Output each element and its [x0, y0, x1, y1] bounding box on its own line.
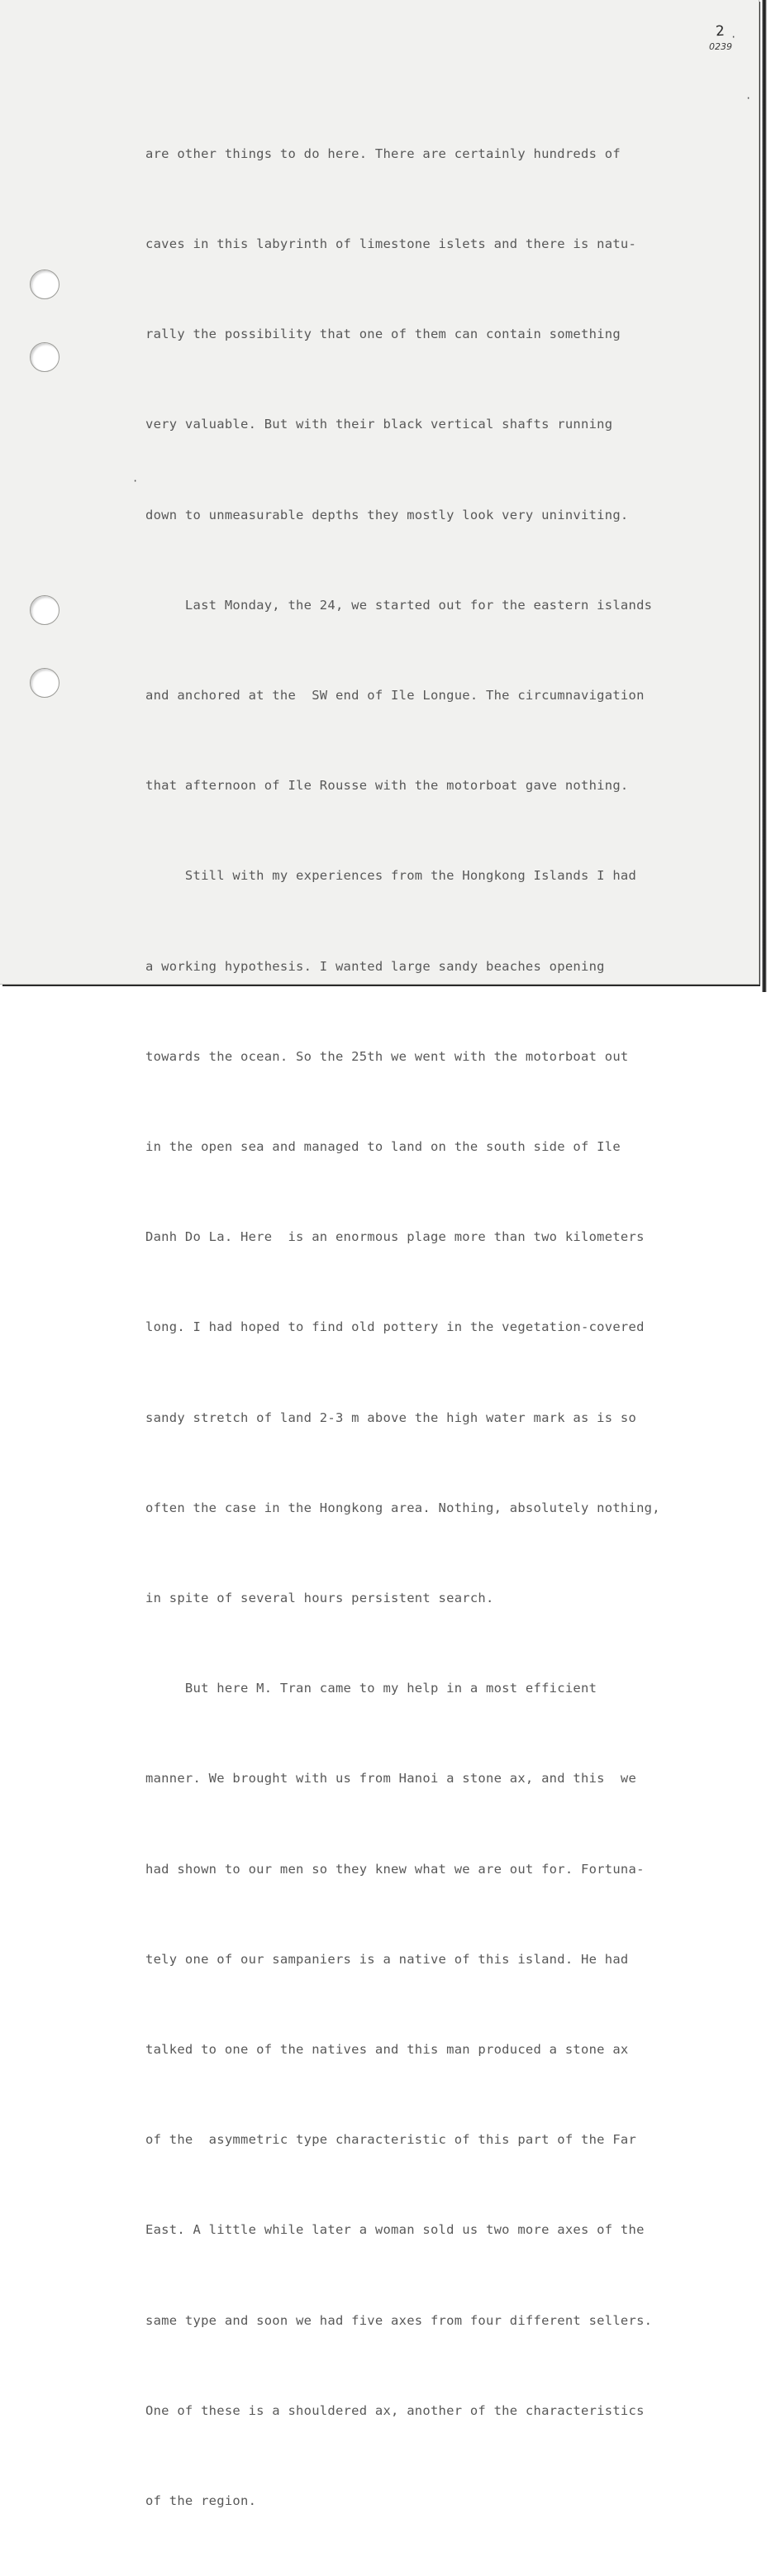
- text-line: long. I had hoped to find old pottery in the vegetation-covered: [145, 1319, 645, 1335]
- binder-hole: [30, 595, 59, 625]
- binder-hole: [30, 668, 59, 698]
- text-line: towards the ocean. So the 25th we went with the motorboat out: [145, 1048, 629, 1064]
- text-line: But here M. Tran came to my help in a most efficient: [145, 1681, 597, 1696]
- text-line: in the open sea and managed to land on the south side of Ile: [145, 1139, 621, 1155]
- archive-number: 0239: [709, 41, 732, 52]
- text-line: Last Monday, the 24, we started out for the eastern islands: [145, 597, 653, 613]
- binder-hole: [30, 342, 59, 372]
- text-line: East. A little while later a woman sold us two more axes of the: [145, 2222, 645, 2238]
- binder-hole: [30, 270, 59, 299]
- page-edge-shadow: [760, 0, 771, 992]
- text-line: tely one of our sampaniers is a native of this island. He had: [145, 1951, 629, 1967]
- stray-ink-mark: ·: [132, 475, 139, 487]
- stray-ink-mark: ·: [731, 31, 737, 43]
- text-line: of the region.: [145, 2493, 257, 2509]
- page-number: 2: [715, 22, 726, 41]
- text-line: manner. We brought with us from Hanoi a stone ax, and this we: [145, 1771, 637, 1787]
- text-line: and anchored at the SW end of Ile Longue. The circumnavigation: [145, 688, 645, 704]
- text-line: down to unmeasurable depths they mostly look very uninviting.: [145, 507, 629, 522]
- text-line: talked to one of the natives and this man produced a stone ax: [145, 2042, 629, 2058]
- text-line: had shown to our men so they knew what we are out for. Fortuna-: [145, 1861, 645, 1877]
- text-line: same type and soon we had five axes from four different sellers.: [145, 2312, 653, 2328]
- text-line: caves in this labyrinth of limestone islets and there is natu-: [145, 236, 637, 252]
- stray-ink-mark: ·: [745, 93, 752, 104]
- text-line: very valuable. But with their black vertical shafts running: [145, 417, 613, 432]
- text-line: of the asymmetric type characteristic of this part of the Far: [145, 2132, 637, 2148]
- text-line: often the case in the Hongkong area. Nothing, absolutely nothing,: [145, 1500, 660, 1515]
- text-line: rally the possibility that one of them can contain something: [145, 327, 621, 342]
- text-line: that afternoon of Ile Rousse with the motorboat gave nothing.: [145, 778, 629, 794]
- typewritten-text: [145, 79, 740, 2576]
- text-line: Still with my experiences from the Hongkong Islands I had: [145, 868, 637, 884]
- text-line: One of these is a shouldered ax, another of the characteristics: [145, 2402, 645, 2418]
- text-line: a working hypothesis. I wanted large sandy beaches opening: [145, 958, 605, 974]
- text-line: Danh Do La. Here is an enormous plage more than two kilometers: [145, 1229, 645, 1245]
- text-line: are other things to do here. There are certainly hundreds of: [145, 145, 621, 161]
- text-line: in spite of several hours persistent search.: [145, 1591, 494, 1606]
- text-line: sandy stretch of land 2-3 m above the high water mark as is so: [145, 1410, 637, 1425]
